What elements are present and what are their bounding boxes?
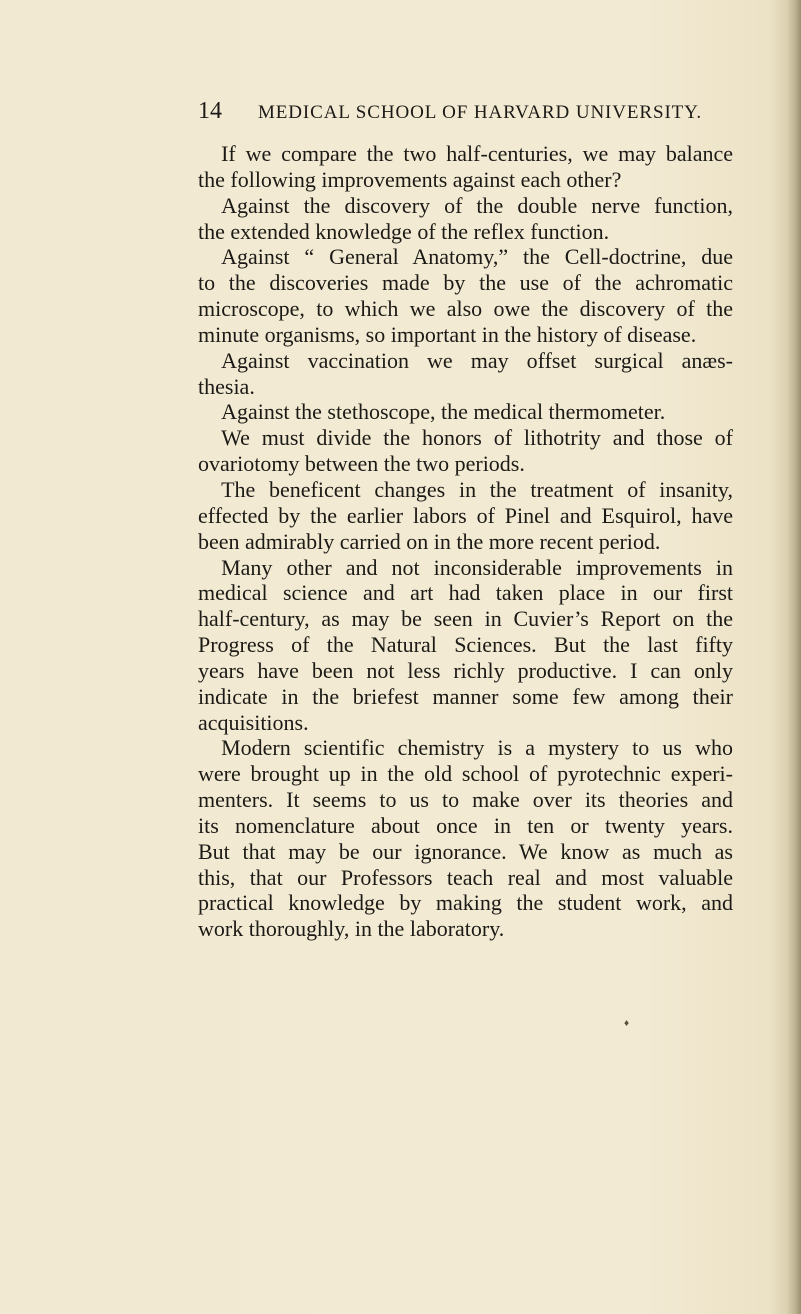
text-line: practical knowledge by making the student work, and [198,890,733,916]
text-line: medical science and art had taken place in our first [198,580,733,606]
paragraph [198,555,733,736]
text-body [198,141,733,942]
text-line: indicate in the briefest manner some few among their [198,683,733,709]
page-header [198,96,728,126]
text-line: its nomenclature about once in ten or twenty years. [198,812,733,838]
text-line: the extended knowledge of the reflex function. [198,218,610,244]
text-line: work thoroughly, in the laboratory. [198,916,505,942]
text-line: effected by the earlier labors of Pinel and Esquirol, have [198,502,733,528]
paragraph [198,141,733,193]
text-line: years have been not less richly productive. I can only [198,657,733,683]
text-line: been admirably carried on in the more recent period. [198,528,661,554]
text-line: acquisitions. [198,709,309,735]
text-line: half-century, as may be seen in Cuvier’s Report on the [198,606,733,632]
text-line: thesia. [198,373,255,399]
page-edge-shadow [787,0,801,1314]
text-line: to the discoveries made by the use of the achromatic [198,270,733,296]
text-line: Against the discovery of the double nerve function, [221,192,733,218]
text-line: were brought up in the old school of pyrotechnic experi- [198,761,733,787]
text-line: But that may be our ignorance. We know as much as [198,838,733,864]
text-line: microscope, to which we also owe the discovery of the [198,296,733,322]
text-line: If we compare the two half-centuries, we may balance [221,141,733,166]
paragraph [198,193,733,245]
text-line: Progress of the Natural Sciences. But the last fifty [198,632,733,658]
text-line: Against vaccination we may offset surgical anæs- [221,347,733,373]
text-line: Against the stethoscope, the medical thermometer. [221,399,666,425]
text-line: the following improvements against each other? [198,166,622,192]
text-line: minute organisms, so important in the history of disease. [198,321,697,347]
paragraph [198,244,733,347]
text-line: We must divide the honors of lithotrity and those of [221,425,733,451]
paragraph [198,477,733,555]
text-line: Against “ General Anatomy,” the Cell-doctrine, due [221,244,733,270]
paragraph [198,735,733,942]
text-line: Many other and not inconsiderable improvements in [221,554,733,580]
paragraph [198,425,733,477]
text-line: this, that our Professors teach real and most valuable [198,864,733,890]
page-number: 14 [198,98,222,124]
text-line: The beneficent changes in the treatment of insanity, [221,476,733,502]
text-line: Modern scientific chemistry is a mystery to us who [221,735,733,761]
text-line: ovariotomy between the two periods. [198,451,525,477]
paragraph [198,399,733,425]
paragraph [198,348,733,400]
running-head: MEDICAL SCHOOL OF HARVARD UNIVERSITY. [258,102,703,123]
text-line: menters. It seems to us to make over its theories and [198,787,733,813]
printer-mark: ♦ [624,1018,630,1029]
